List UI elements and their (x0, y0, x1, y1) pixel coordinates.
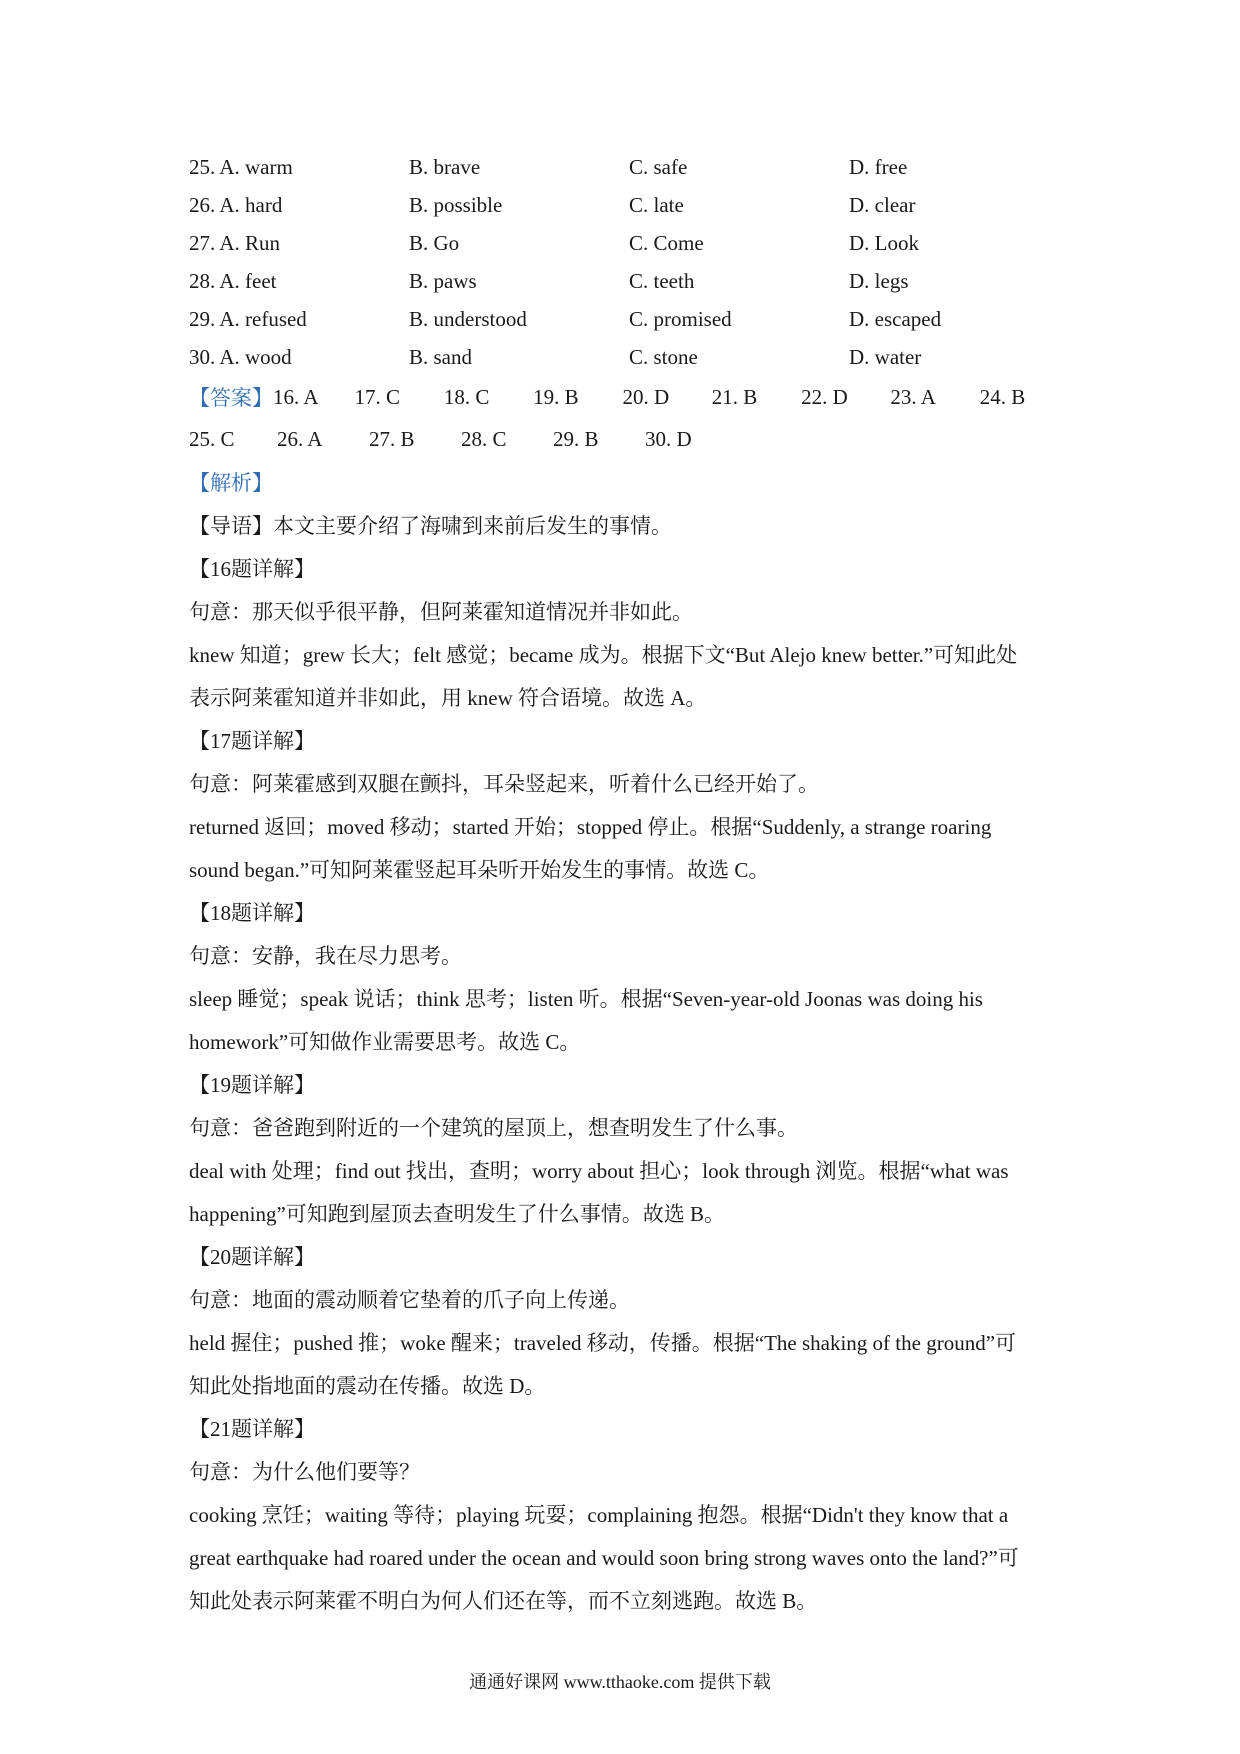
option-row (189, 224, 1069, 262)
option-d: D. Look (849, 230, 919, 255)
option-a: 27. A. Run (189, 230, 281, 255)
option-a: 25. A. warm (189, 154, 293, 179)
text-line: 句意：地面的震动顺着它垫着的爪子向上传递。 (189, 1287, 630, 1312)
option-d: D. water (849, 344, 922, 369)
answer-item: 16. A (273, 384, 319, 409)
text-line: 知此处指地面的震动在传播。故选 D。 (189, 1373, 546, 1398)
answer-item: 27. B (369, 426, 415, 451)
option-a: 29. A. refused (189, 306, 307, 331)
answer-line-1 (189, 376, 1069, 418)
answer-item: 30. D (645, 426, 692, 451)
text-line: deal with 处理；find out 找出，查明；worry about 担心；look through 浏览。根据“what was (189, 1158, 1009, 1183)
text-line: 【19题详解】 (189, 1072, 315, 1097)
text-line: great earthquake had roared under the ocean and would soon bring strong waves onto the land?”可 (189, 1545, 1019, 1570)
option-b: B. brave (409, 154, 481, 179)
answer-item: 25. C (189, 426, 235, 451)
text-line: 句意：安静，我在尽力思考。 (189, 943, 462, 968)
option-c: C. promised (629, 306, 732, 331)
option-a: 28. A. feet (189, 268, 277, 293)
option-b: B. paws (409, 268, 477, 293)
answer-item: 28. C (461, 426, 507, 451)
answer-item: 19. B (533, 384, 579, 409)
text-line: 知此处表示阿莱霍不明白为何人们还在等，而不立刻逃跑。故选 B。 (189, 1588, 818, 1613)
option-row (189, 148, 1069, 186)
text-line: 【20题详解】 (189, 1244, 315, 1269)
answer-item: 22. D (801, 384, 848, 409)
text-line: returned 返回；moved 移动；started 开始；stopped 停止。根据“Suddenly, a strange roaring (189, 814, 992, 839)
option-d: D. legs (849, 268, 909, 293)
option-b: B. understood (409, 306, 527, 331)
analysis-label: 【解析】 (189, 470, 273, 495)
answer-item: 26. A (277, 426, 323, 451)
text-line: 【导语】本文主要介绍了海啸到来前后发生的事情。 (189, 513, 672, 538)
answer-item: 29. B (553, 426, 599, 451)
option-row (189, 186, 1069, 224)
answer-item: 20. D (622, 384, 670, 409)
option-d: D. escaped (849, 306, 942, 331)
answer-line-2 (189, 418, 1069, 460)
option-d: D. clear (849, 192, 916, 217)
options-list (189, 148, 1069, 376)
page-content (189, 148, 1069, 1621)
answer-item: 24. B (979, 384, 1026, 409)
page-footer: 通通好课网 www.tthaoke.com 提供下载 (469, 1672, 771, 1692)
text-line: held 握住；pushed 推；woke 醒来；traveled 移动，传播。根据“The shaking of the ground”可 (189, 1330, 1017, 1355)
text-line: 【18题详解】 (189, 900, 315, 925)
option-row (189, 338, 1069, 376)
answer-item: 18. C (443, 384, 490, 409)
option-a: 30. A. wood (189, 344, 292, 369)
answer-item: 21. B (711, 384, 758, 409)
option-c: C. Come (629, 230, 704, 255)
answer-item: 17. C (354, 384, 401, 409)
text-line: 【17题详解】 (189, 728, 315, 753)
answer-item: 23. A (890, 384, 936, 409)
text-line: sound began.”可知阿莱霍竖起耳朵听开始发生的事情。故选 C。 (189, 857, 770, 882)
option-c: C. safe (629, 154, 688, 179)
option-row (189, 300, 1069, 338)
text-line: knew 知道；grew 长大；felt 感觉；became 成为。根据下文“But Alejo knew better.”可知此处 (189, 642, 1018, 667)
text-line: homework”可知做作业需要思考。故选 C。 (189, 1029, 581, 1054)
text-line: 句意：为什么他们要等？ (189, 1459, 420, 1484)
option-b: B. sand (409, 344, 472, 369)
text-line: 句意：那天似乎很平静，但阿莱霍知道情况并非如此。 (189, 599, 693, 624)
text-line: 表示阿莱霍知道并非如此，用 knew 符合语境。故选 A。 (189, 685, 707, 710)
text-line: sleep 睡觉；speak 说话；think 思考；listen 听。根据“Seven-year-old Joonas was doing his (189, 986, 983, 1011)
text-line: 【16题详解】 (189, 556, 315, 581)
text-line: 句意：阿莱霍感到双腿在颤抖，耳朵竖起来，听着什么已经开始了。 (189, 771, 819, 796)
option-c: C. late (629, 192, 684, 217)
option-b: B. possible (409, 192, 503, 217)
text-line: cooking 烹饪；waiting 等待；playing 玩耍；complaining 抱怨。根据“Didn't they know that a (189, 1502, 1009, 1527)
text-line: 【21题详解】 (189, 1416, 315, 1441)
option-d: D. free (849, 154, 908, 179)
option-a: 26. A. hard (189, 192, 283, 217)
option-row (189, 262, 1069, 300)
text-line: 句意：爸爸跑到附近的一个建筑的屋顶上，想查明发生了什么事。 (189, 1115, 798, 1140)
option-c: C. stone (629, 344, 698, 369)
text-line: happening”可知跑到屋顶去查明发生了什么事情。故选 B。 (189, 1201, 726, 1226)
option-b: B. Go (409, 230, 460, 255)
option-c: C. teeth (629, 268, 695, 293)
answer-label: 【答案】 (189, 386, 273, 410)
analysis-body (189, 503, 1069, 1621)
